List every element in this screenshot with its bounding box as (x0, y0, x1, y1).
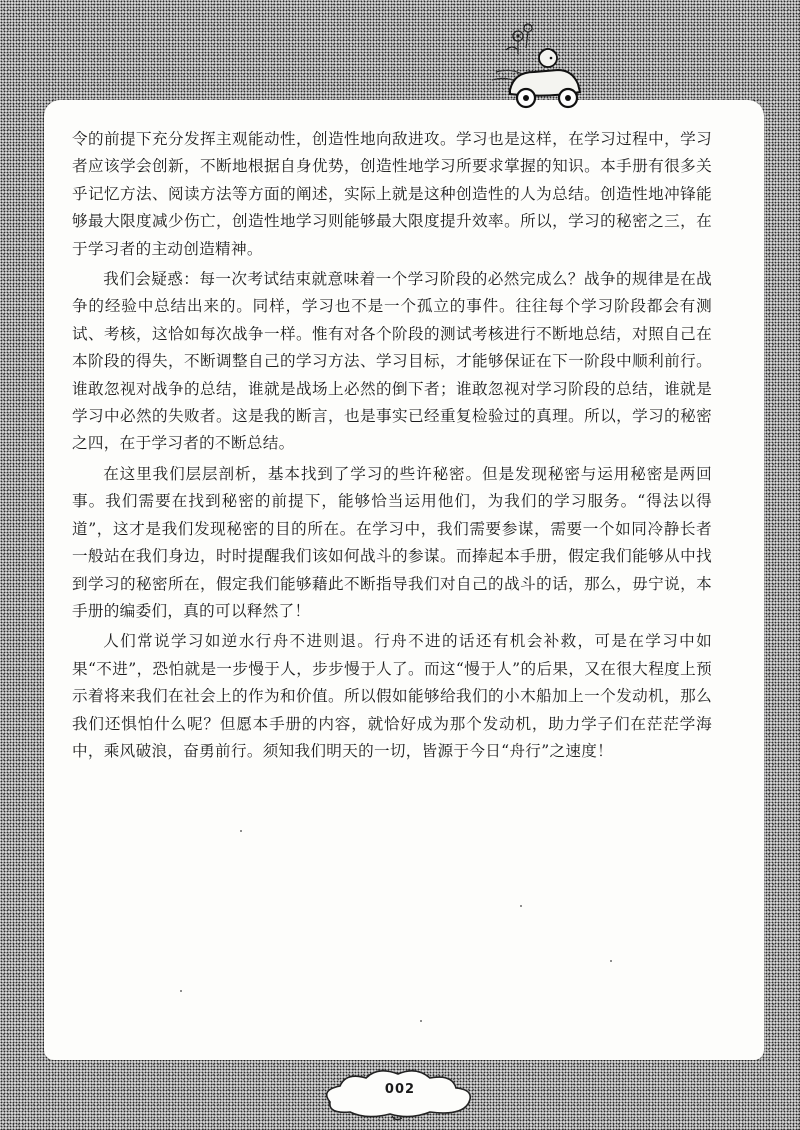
paragraph-4: 人们常说学习如逆水行舟不进则退。行舟不进的话还有机会补救，可是在学习中如果“不进”，恐怕就是一步慢于人，步步慢于人了。而这“慢于人”的后果，又在很大程度上预示着将来我们在社会上的作为和价值。所以假如能够给我们的小木船加上一个发动机，那么我们还惧怕什么呢？但愿本手册的内容，就恰好成为那个发动机，助力学子们在茫茫学海中，乘风破浪，奋勇前行。须知我们明天的一切，皆源于今日“舟行”之速度！ (72, 632, 712, 760)
scan-speck (420, 1020, 422, 1022)
scan-speck (240, 830, 242, 832)
paragraph-1: 令的前提下充分发挥主观能动性，创造性地向敌进攻。学习也是这样，在学习过程中，学习者应该学会创新，不断地根据自身优势，创造性地学习所要求掌握的知识。本手册有很多关乎记忆方法、阅读方法等方面的阐述，实际上就是这种创造性的人为总结。创造性地冲锋能够最大限度减少伤亡，创造性地学习则能够最大限度提升效率。所以，学习的秘密之三，在于学习者的主动创造精神。 (72, 130, 712, 258)
scan-speck (610, 960, 612, 962)
page-number: 002 (384, 1082, 416, 1097)
cartoon-car-icon (488, 14, 598, 114)
paragraph-2: 我们会疑惑：每一次考试结束就意味着一个学习阶段的必然完成么？战争的规律是在战争的经验中总结出来的。同样，学习也不是一个孤立的事件。往往每个学习阶段都会有测试、考核，这恰如每次战争一样。惟有对各个阶段的测试考核进行不断地总结，对照自己在本阶段的得失，不断调整自己的学习方法、学习目标，才能够保证在下一阶段中顺利前行。谁敢忽视对战争的总结，谁就是战场上必然的倒下者；谁敢忽视对学习阶段的总结，谁就是学习中必然的失败者。这是我的断言，也是事实已经重复检验过的真理。所以，学习的秘密之四，在于学习者的不断总结。 (72, 270, 712, 453)
body-text (72, 126, 712, 768)
scan-speck (180, 990, 182, 992)
scan-speck (520, 905, 522, 907)
paragraph-3: 在这里我们层层剖析，基本找到了学习的些许秘密。但是发现秘密与运用秘密是两回事。我们需要在找到秘密的前提下，能够恰当运用他们，为我们的学习服务。“得法以得道”，这才是我们发现秘密的目的所在。在学习中，我们需要参谋，需要一个如同冷静长者一般站在我们身边，时时提醒我们该如何战斗的参谋。而捧起本手册，假定我们能够从中找到学习的秘密所在，假定我们能够藉此不断指导我们对自己的战斗的话，那么，毋宁说，本手册的编委们，真的可以释然了！ (72, 464, 712, 620)
